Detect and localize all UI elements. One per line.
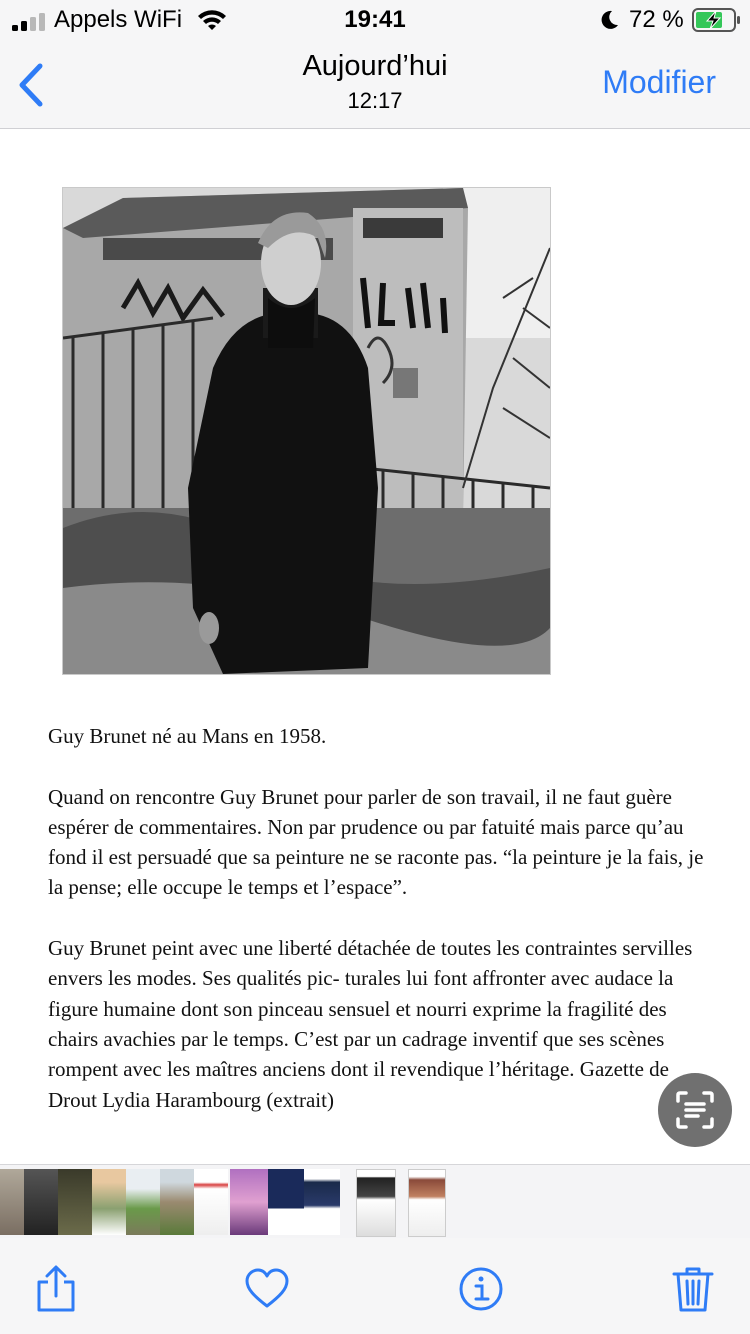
paragraph-style: Guy Brunet peint avec une liberté détachée de toutes les contraintes servilles envers les modes. Ses qualités pic- turales lui font affronter avec audace la figure humaine dont son pinceau sensuel et nourri exprime la fragilité des chairs avachies par le temps. C’est par un cadrage inventif que ses scènes rompent avec les maîtres anciens dont il revendique l’héritage. Gazette de Drout Lydia Harambourg (extrait) [48,936,693,1112]
live-text-button[interactable] [658,1073,732,1147]
status-bar [0,0,750,44]
heart-icon[interactable] [244,1264,290,1314]
thumbnail-item[interactable] [194,1169,228,1235]
thumbnail-item-current[interactable] [408,1169,446,1237]
live-text-scan-icon [658,1073,732,1147]
thumbnail-item[interactable] [126,1169,160,1235]
edit-button[interactable]: Modifier [602,64,716,100]
nav-subtitle-time: 12:17 [347,88,403,113]
carrier-name: Appels WiFi [54,6,183,33]
thumbnail-item[interactable] [356,1169,396,1237]
paragraph-meeting: Quand on rencontre Guy Brunet pour parler de son travail, il ne faut guère espérer de commentaires. Non par prudence ou par fatuité mais parce qu’au fond il est persuadé que sa peinture ne se raconte pas. “la peinture je la fais, je la pense; elle occupe le temps et l’espace”. [48,784,704,900]
info-icon[interactable] [458,1264,504,1314]
do-not-disturb-moon-icon [598,9,620,31]
thumbnail-item[interactable] [268,1169,304,1235]
thumbnail-item[interactable] [160,1169,194,1235]
thumbnail-item[interactable] [0,1169,24,1235]
share-icon[interactable] [33,1264,79,1314]
paragraph-birth: Guy Brunet né au Mans en 1958. [48,724,327,748]
thumbnail-item[interactable] [24,1169,58,1235]
thumbnail-item[interactable] [92,1169,126,1235]
thumbnail-strip[interactable] [0,1164,750,1239]
thumbnail-item[interactable] [230,1169,268,1235]
thumbnail-item[interactable] [304,1169,340,1235]
status-time: 19:41 [344,6,406,33]
document-photo [62,187,551,675]
navigation-bar [0,44,750,129]
bottom-toolbar [0,1238,750,1334]
battery-charging-icon [692,8,742,32]
trash-icon[interactable] [670,1264,716,1314]
thumbnail-item[interactable] [58,1169,92,1235]
battery-percentage: 72 % [629,6,684,33]
document-viewer[interactable] [0,129,750,1164]
document-text [48,721,720,1145]
nav-title: Aujourd’hui [302,50,448,82]
